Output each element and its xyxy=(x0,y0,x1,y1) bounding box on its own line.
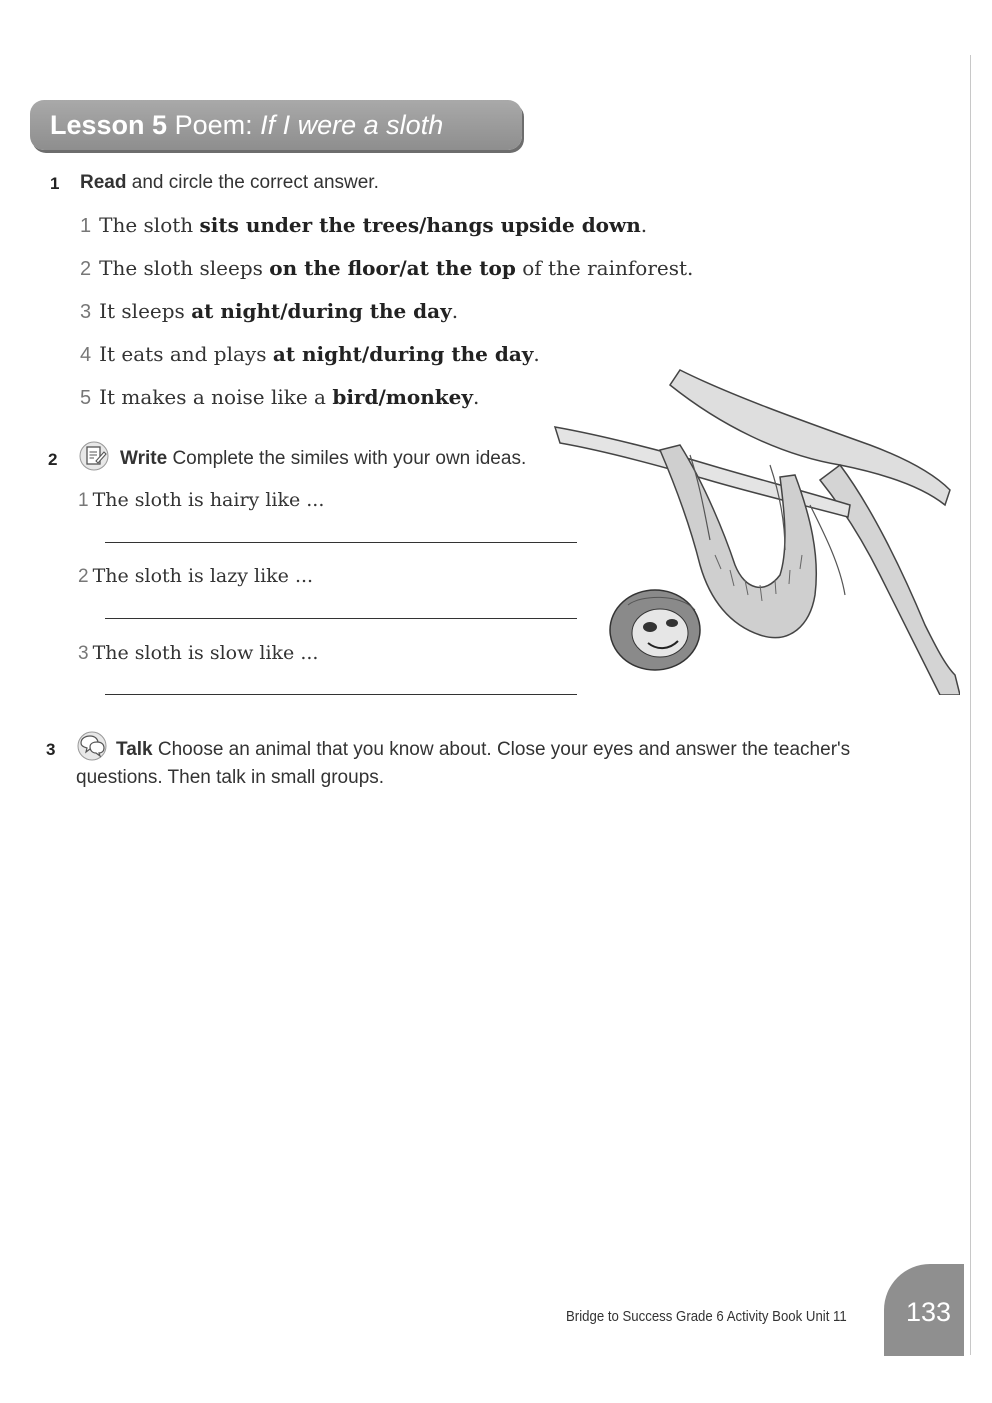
answer-choices[interactable]: on the floor/at the top xyxy=(269,256,516,280)
answer-choices[interactable]: at night/during the day xyxy=(272,342,534,366)
question-text: It eats and plays xyxy=(99,342,267,366)
question-1 xyxy=(80,213,647,238)
lesson-kind: Poem: xyxy=(174,110,253,140)
exercise-2-instruction-text: Complete the similes with your own ideas. xyxy=(172,448,527,469)
page-edge-line xyxy=(970,55,971,1355)
exercise-1-number: 1 xyxy=(50,174,60,193)
question-number: 3 xyxy=(80,301,92,323)
question-text-end: . xyxy=(640,213,648,237)
question-text: It sleeps xyxy=(99,299,185,323)
answer-choices[interactable]: sits under the trees/hangs upside down xyxy=(199,213,641,237)
question-5 xyxy=(80,385,479,410)
question-text: It makes a noise like a xyxy=(99,385,326,409)
simile-number: 1 xyxy=(78,490,89,511)
write-icon xyxy=(78,441,110,471)
exercise-1-instruction-text: and circle the correct answer. xyxy=(131,172,379,193)
answer-line-1[interactable] xyxy=(105,542,577,543)
question-text-end: . xyxy=(533,342,540,366)
answer-line-3[interactable] xyxy=(105,694,577,695)
question-text-end: . xyxy=(473,385,480,409)
footer-book-title: Bridge to Success Grade 6 Activity Book Unit 11 xyxy=(566,1308,847,1325)
simile-3 xyxy=(78,642,318,665)
lesson-banner xyxy=(30,100,522,150)
exercise-3-instruction xyxy=(76,736,896,792)
question-text: The sloth xyxy=(99,213,194,237)
question-text: The sloth sleeps xyxy=(99,256,263,280)
write-keyword: Write xyxy=(120,448,168,469)
answer-line-2[interactable] xyxy=(105,618,577,619)
simile-2 xyxy=(78,565,313,588)
exercise-3-instruction-text: Choose an animal that you know about. Close your eyes and answer the teacher's questions. Then talk in small groups. xyxy=(76,739,851,788)
question-number: 2 xyxy=(80,258,92,280)
question-text-end: of the rainforest. xyxy=(522,256,694,280)
exercise-2-number: 2 xyxy=(48,450,58,469)
question-text-end: . xyxy=(451,299,459,323)
sloth-illustration xyxy=(540,365,960,695)
lesson-number: Lesson 5 xyxy=(50,110,168,140)
simile-1 xyxy=(78,489,324,512)
lesson-title: If I were a sloth xyxy=(260,110,444,140)
question-number: 4 xyxy=(80,344,92,366)
read-keyword: Read xyxy=(80,172,127,193)
simile-text: The sloth is lazy like ... xyxy=(92,565,314,587)
simile-text: The sloth is slow like ... xyxy=(92,642,319,664)
exercise-1-instruction xyxy=(80,172,379,194)
question-number: 5 xyxy=(80,387,92,409)
question-2 xyxy=(80,256,693,281)
simile-number: 2 xyxy=(78,566,89,587)
question-3 xyxy=(80,299,458,324)
simile-number: 3 xyxy=(78,643,89,664)
talk-keyword: Talk xyxy=(116,739,153,760)
answer-choices[interactable]: at night/during the day xyxy=(191,299,452,323)
page-number: 133 xyxy=(906,1297,952,1327)
simile-text: The sloth is hairy like ... xyxy=(92,489,325,511)
answer-choices[interactable]: bird/monkey xyxy=(332,385,473,409)
exercise-2-instruction xyxy=(120,448,526,470)
question-number: 1 xyxy=(80,215,92,237)
question-4 xyxy=(80,342,540,367)
exercise-3-number: 3 xyxy=(46,740,56,759)
